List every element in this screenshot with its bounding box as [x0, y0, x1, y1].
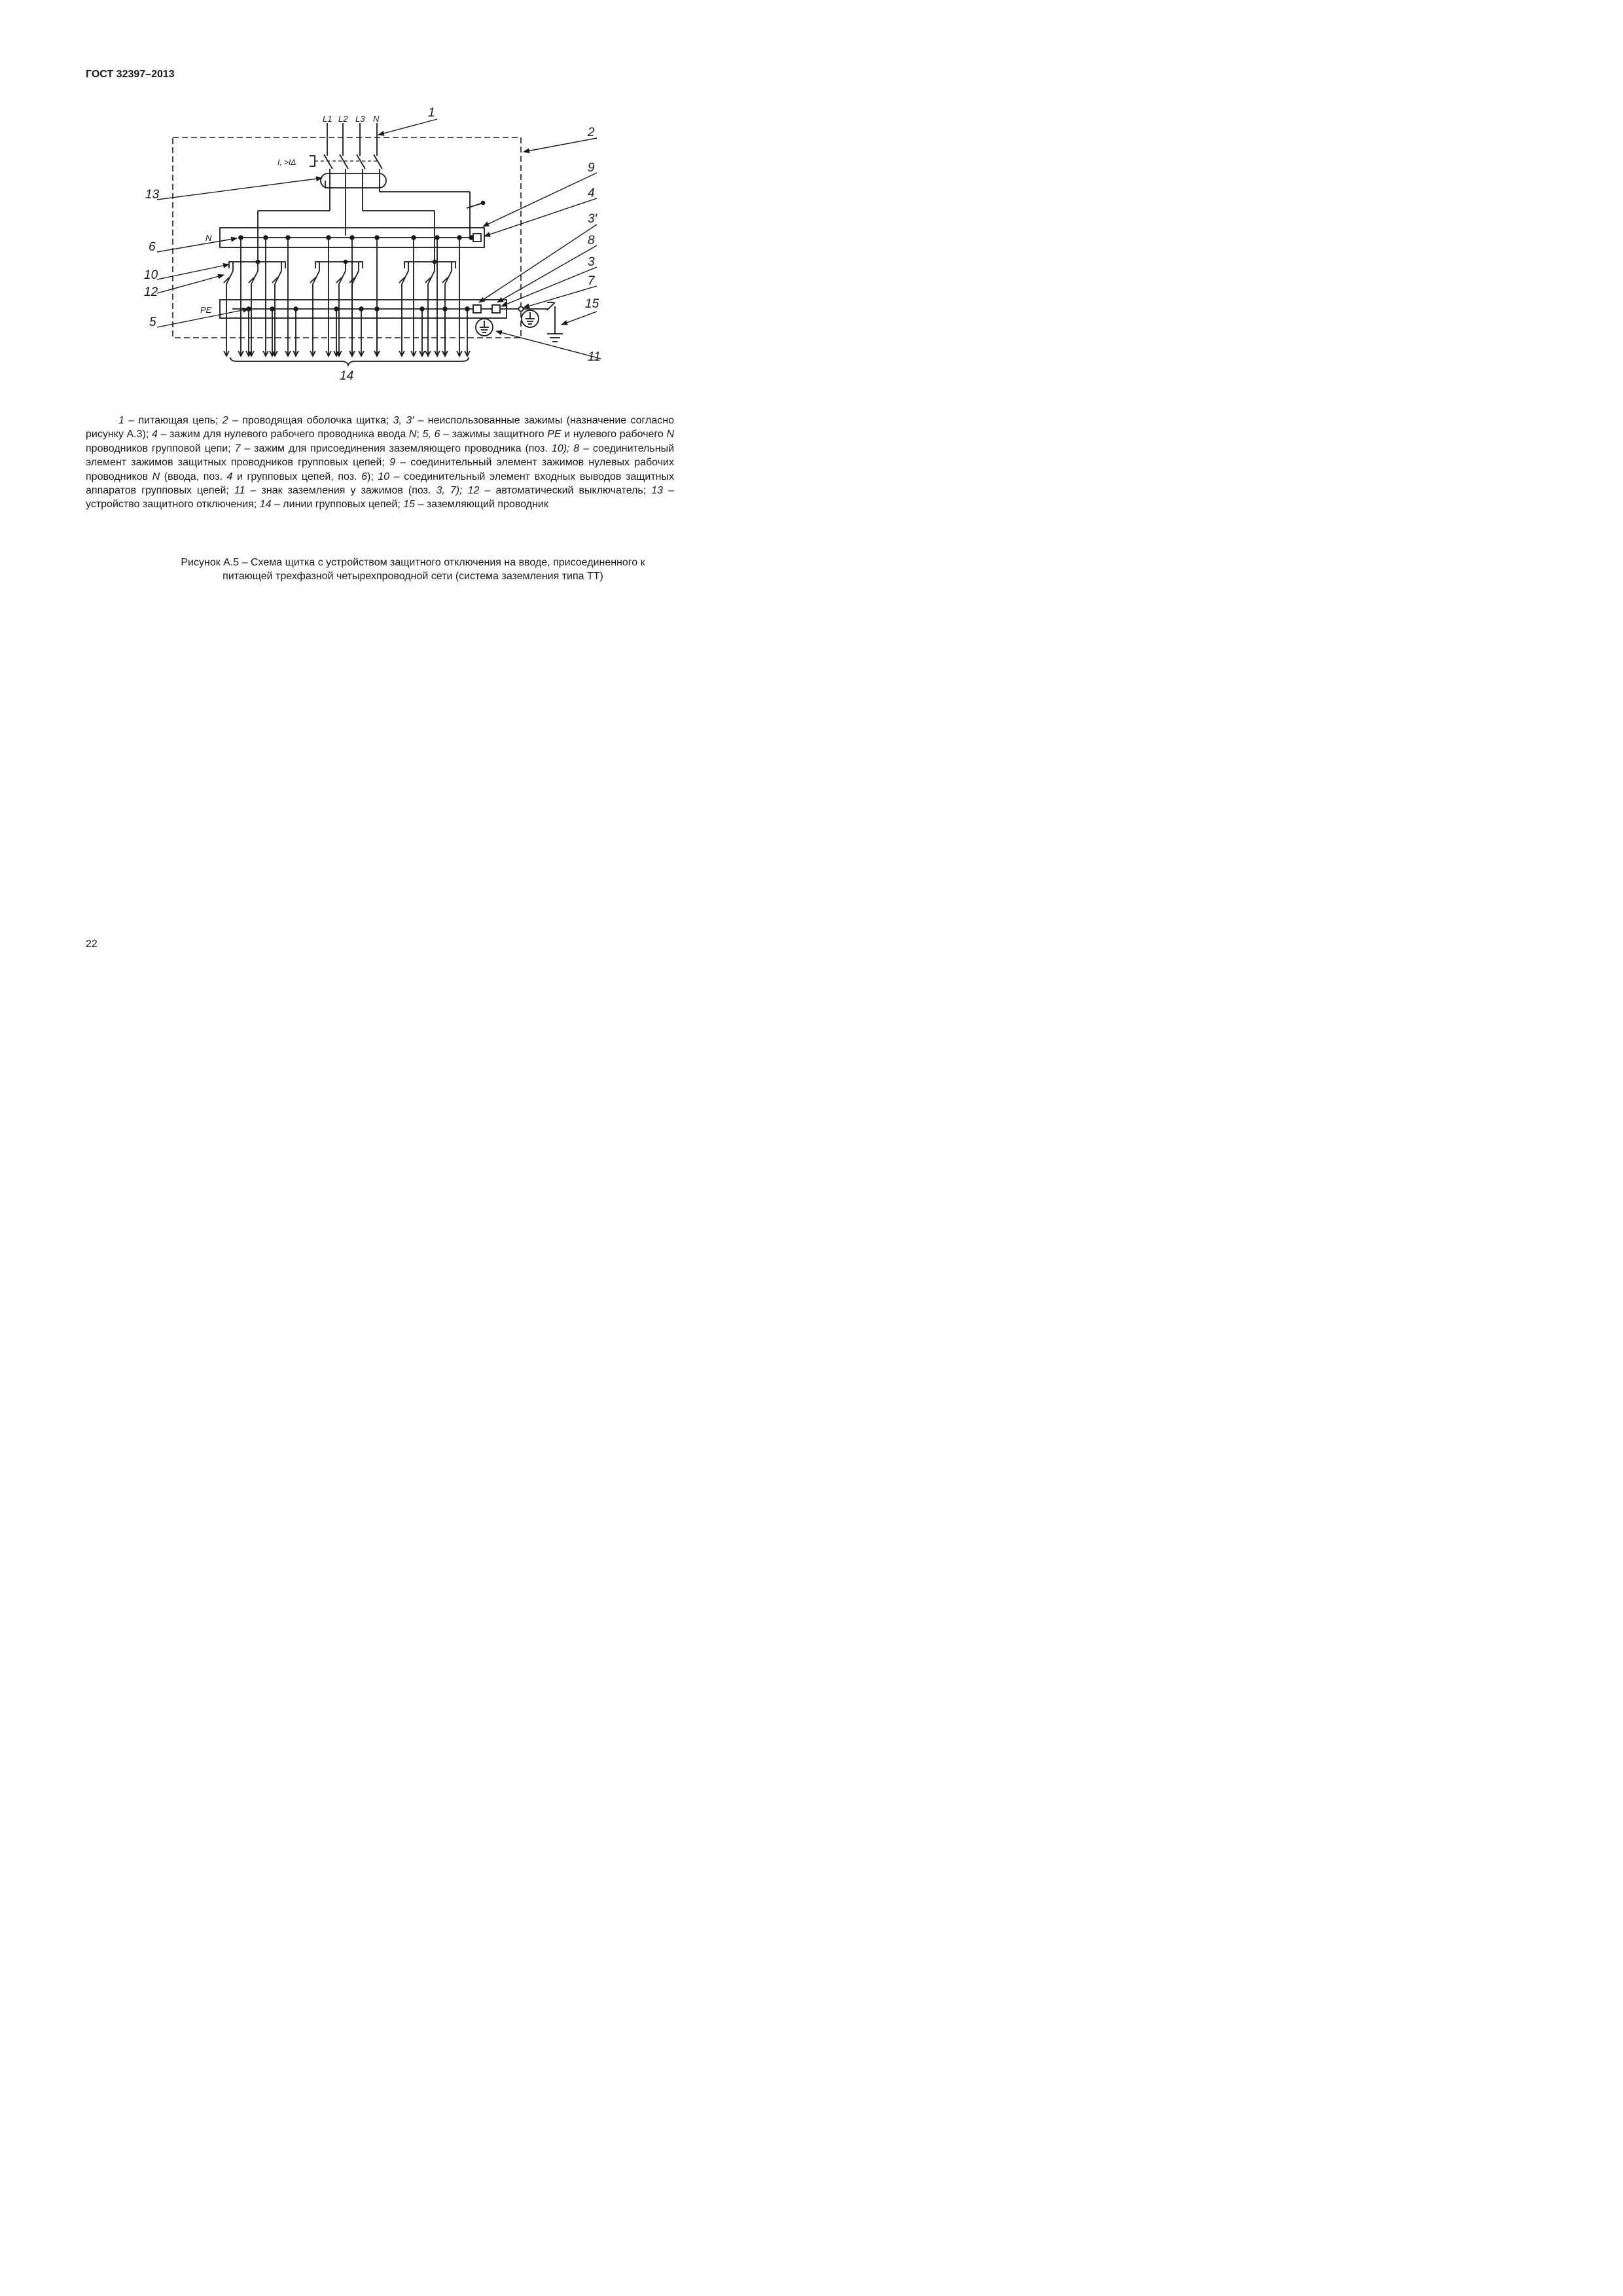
rcd-switch: [258, 154, 485, 262]
phase-label-n: N: [373, 114, 380, 124]
callout-2: 2: [588, 126, 595, 139]
caption-line-2: питающей трехфазной четырехпроводной сети (система заземления типа ТТ): [223, 571, 603, 582]
pe-bus-label: PE: [200, 305, 212, 315]
callout-10: 10: [144, 268, 158, 282]
callout-6: 6: [149, 240, 156, 254]
n-bus-label: N: [205, 233, 212, 243]
figure-legend: [86, 414, 674, 512]
rcd-label: I, >IΔ: [277, 158, 296, 167]
rcd-toroid: [321, 173, 386, 188]
group-busbar-link: [404, 262, 455, 268]
circuit-breaker-contact: [352, 271, 359, 284]
legend-text: 1 – питающая цепь; 2 – проводящая оболочка щитка; 3, 3′ – неиспользованные зажимы (назначение согласно рисунку А.3); 4 – зажим для нулевого рабочего проводника ввода N; 5, 6 – зажимы защитного PE и нулевого рабочего N проводников групповой цепи; 7 – зажим для присоединения заземляющего проводника (поз. 10); 8 – соединительный элемент зажимов защитных проводников групповых цепей; 9 – соединительный элемент зажимов нулевых рабочих проводников N (ввода, поз. 4 и групповых цепей, поз. 6); 10 – соединительный элемент входных выводов защитных аппаратов групповых цепей; 11 – знак заземления у зажимов (поз. 3, 7); 12 – автоматический выключатель; 13 – устройство защитного отключения; 14 – линии групповых цепей; 15 – заземляющий проводник: [86, 415, 675, 511]
caption-line-1: Рисунок А.5 – Схема щитка с устройством защитного отключения на вводе, присоединенного к: [181, 557, 645, 568]
page-number: 22: [86, 939, 98, 950]
circuit-breaker-contact: [402, 271, 408, 284]
callout-4: 4: [588, 187, 595, 200]
group-lines-brace: [230, 357, 469, 365]
callout-14: 14: [340, 369, 354, 383]
callout-11: 11: [588, 350, 601, 364]
callout-15: 15: [585, 297, 599, 311]
wiring-diagram: [0, 98, 720, 393]
circuit-breaker-contact: [313, 271, 319, 284]
figure-caption: [86, 556, 740, 583]
callout-1: 1: [428, 106, 435, 120]
callout-3: 3: [588, 255, 595, 269]
phase-label-l1: L1: [323, 114, 332, 124]
circuit-breaker-contact: [275, 271, 281, 284]
supply-lines: [327, 123, 377, 156]
callout-3-prime: 3′: [588, 212, 597, 226]
n-terminal-dot: [469, 236, 473, 240]
group-busbar-link: [315, 262, 363, 268]
circuit-breaker-contact: [445, 271, 452, 284]
circuit-breaker-contact: [339, 271, 346, 284]
callout-12: 12: [144, 285, 158, 299]
phase-label-l2: L2: [338, 114, 348, 124]
pe-terminal-dot: [465, 307, 469, 311]
document-header: ГОСТ 32397–2013: [86, 69, 175, 80]
callout-9: 9: [588, 161, 595, 175]
callout-8: 8: [588, 234, 595, 247]
circuit-breaker-contact: [251, 271, 258, 284]
circuit-breaker-contact: [226, 271, 233, 284]
callout-13: 13: [145, 188, 160, 202]
circuit-breaker-contact: [428, 271, 435, 284]
callout-7: 7: [588, 274, 595, 288]
callout-5: 5: [149, 315, 156, 329]
phase-label-l3: L3: [355, 114, 365, 124]
